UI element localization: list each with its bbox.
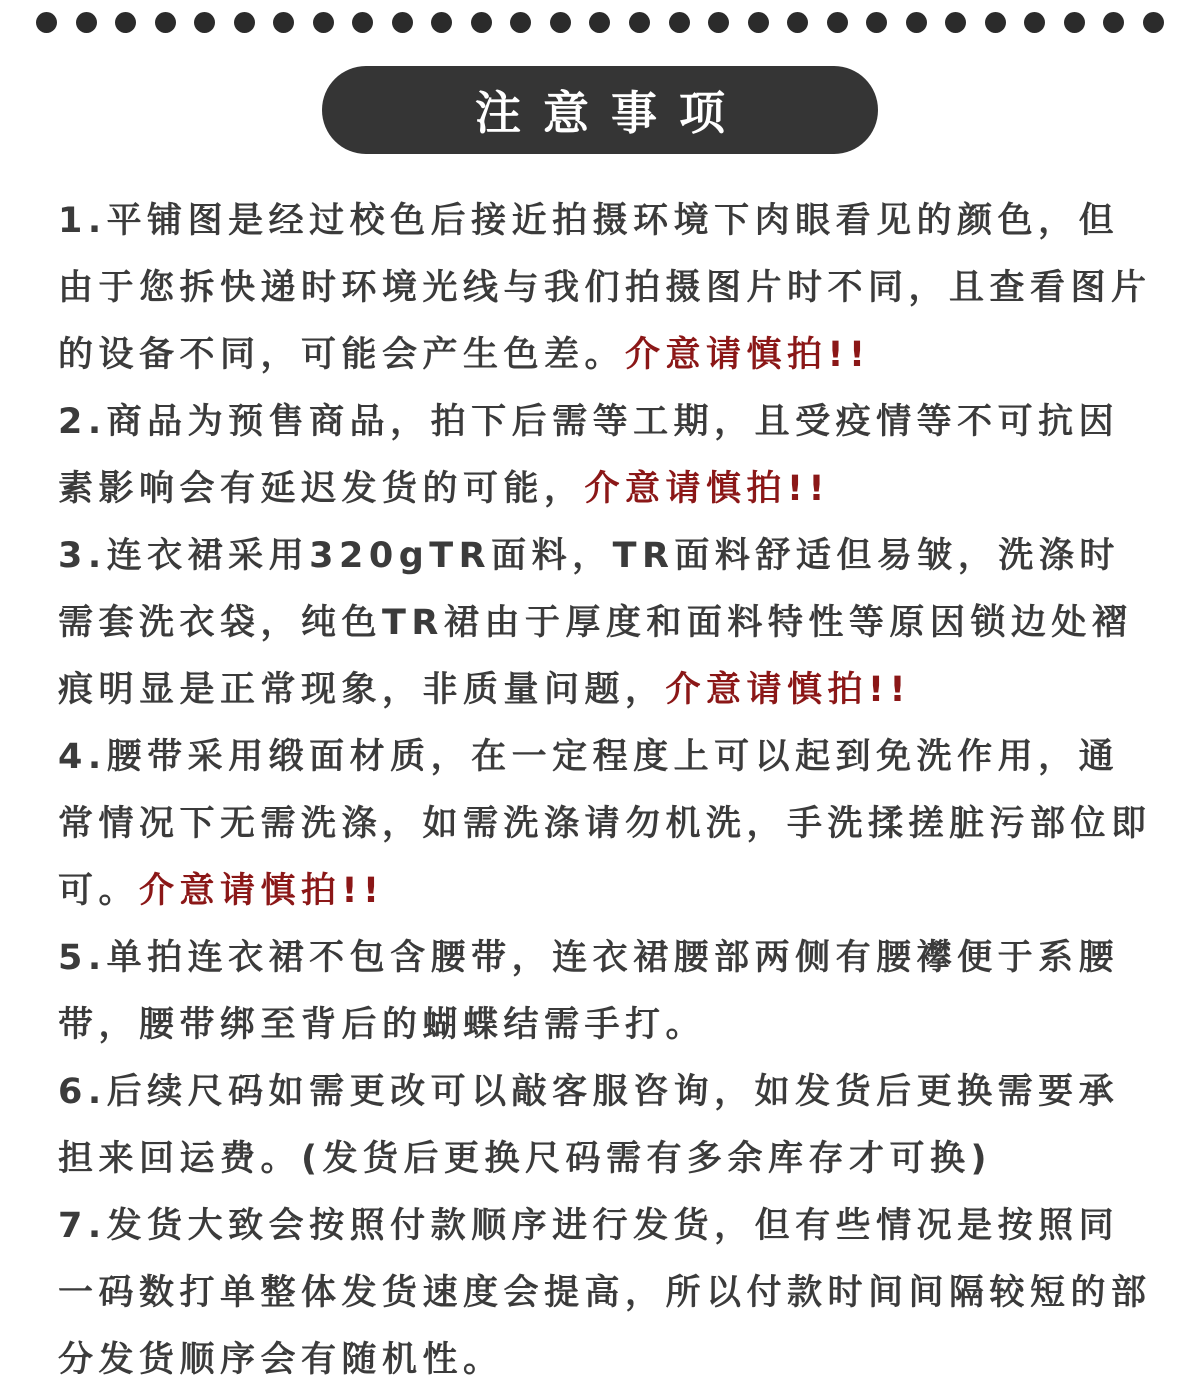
note-text: 1.平铺图是经过校色后接近拍摄环境下肉眼看见的颜色，但由于您拆快递时环境光线与我们拍摄图片时不同，且查看图片的设备不同，可能会产生色差。 [58, 201, 1152, 375]
note-item-2 [58, 389, 1158, 523]
decorative-dot [273, 12, 294, 33]
decorative-dot [906, 12, 927, 33]
decorative-dot [76, 12, 97, 33]
decorative-dot [589, 12, 610, 33]
decorative-dot [748, 12, 769, 33]
decorative-dot [36, 12, 57, 33]
note-text: 3.连衣裙采用320gTR面料，TR面料舒适但易皱，洗涤时需套洗衣袋，纯色TR裙由于厚度和面料特性等原因锁边处褶痕明显是正常现象，非质量问题， [58, 536, 1133, 710]
decorative-dot [708, 12, 729, 33]
note-text: 4.腰带采用缎面材质，在一定程度上可以起到免洗作用，通常情况下无需洗涤，如需洗涤请勿机洗，手洗揉搓脏污部位即可。 [58, 737, 1152, 911]
warning-text: 介意请慎拍!! [665, 670, 911, 710]
note-item-3 [58, 523, 1158, 724]
decorative-dot [1024, 12, 1045, 33]
warning-text: 介意请慎拍!! [584, 469, 830, 509]
note-item-7 [58, 1193, 1158, 1394]
decorative-dot [392, 12, 413, 33]
note-item-5 [58, 925, 1158, 1059]
decorative-dot [234, 12, 255, 33]
warning-text: 介意请慎拍!! [625, 335, 871, 375]
decorative-dot [827, 12, 848, 33]
decorative-dot [115, 12, 136, 33]
decorative-dot [431, 12, 452, 33]
decorative-dot [550, 12, 571, 33]
decorative-dot [313, 12, 334, 33]
decorative-dot [629, 12, 650, 33]
decorative-dot [194, 12, 215, 33]
warning-text: 介意请慎拍!! [139, 871, 385, 911]
decorative-dot [1064, 12, 1085, 33]
decorative-dot [352, 12, 373, 33]
decorative-dot [669, 12, 690, 33]
note-text: 2.商品为预售商品，拍下后需等工期，且受疫情等不可抗因素影响会有延迟发货的可能， [58, 402, 1120, 509]
note-item-6 [58, 1059, 1158, 1193]
decorative-dot [510, 12, 531, 33]
notes-list [58, 188, 1158, 1394]
note-text: 5.单拍连衣裙不包含腰带，连衣裙腰部两侧有腰襻便于系腰带，腰带绑至背后的蝴蝶结需手打。 [58, 938, 1120, 1045]
note-item-4 [58, 724, 1158, 925]
decorative-dot [471, 12, 492, 33]
decorative-dot [1143, 12, 1164, 33]
decorative-dot [866, 12, 887, 33]
decorative-dot [1103, 12, 1124, 33]
note-text: 6.后续尺码如需更改可以敲客服咨询，如发货后更换需要承担来回运费。(发货后更换尺码需有多余库存才可换) [58, 1072, 1120, 1179]
decorative-dot [787, 12, 808, 33]
note-text: 7.发货大致会按照付款顺序进行发货，但有些情况是按照同一码数打单整体发货速度会提高，所以付款时间间隔较短的部分发货顺序会有随机性。 [58, 1206, 1152, 1380]
decorative-dot-row [36, 11, 1164, 33]
decorative-dot [945, 12, 966, 33]
page-title: 注意事项 [475, 86, 747, 140]
note-item-1 [58, 188, 1158, 389]
title-banner [322, 66, 878, 154]
decorative-dot [155, 12, 176, 33]
decorative-dot [985, 12, 1006, 33]
